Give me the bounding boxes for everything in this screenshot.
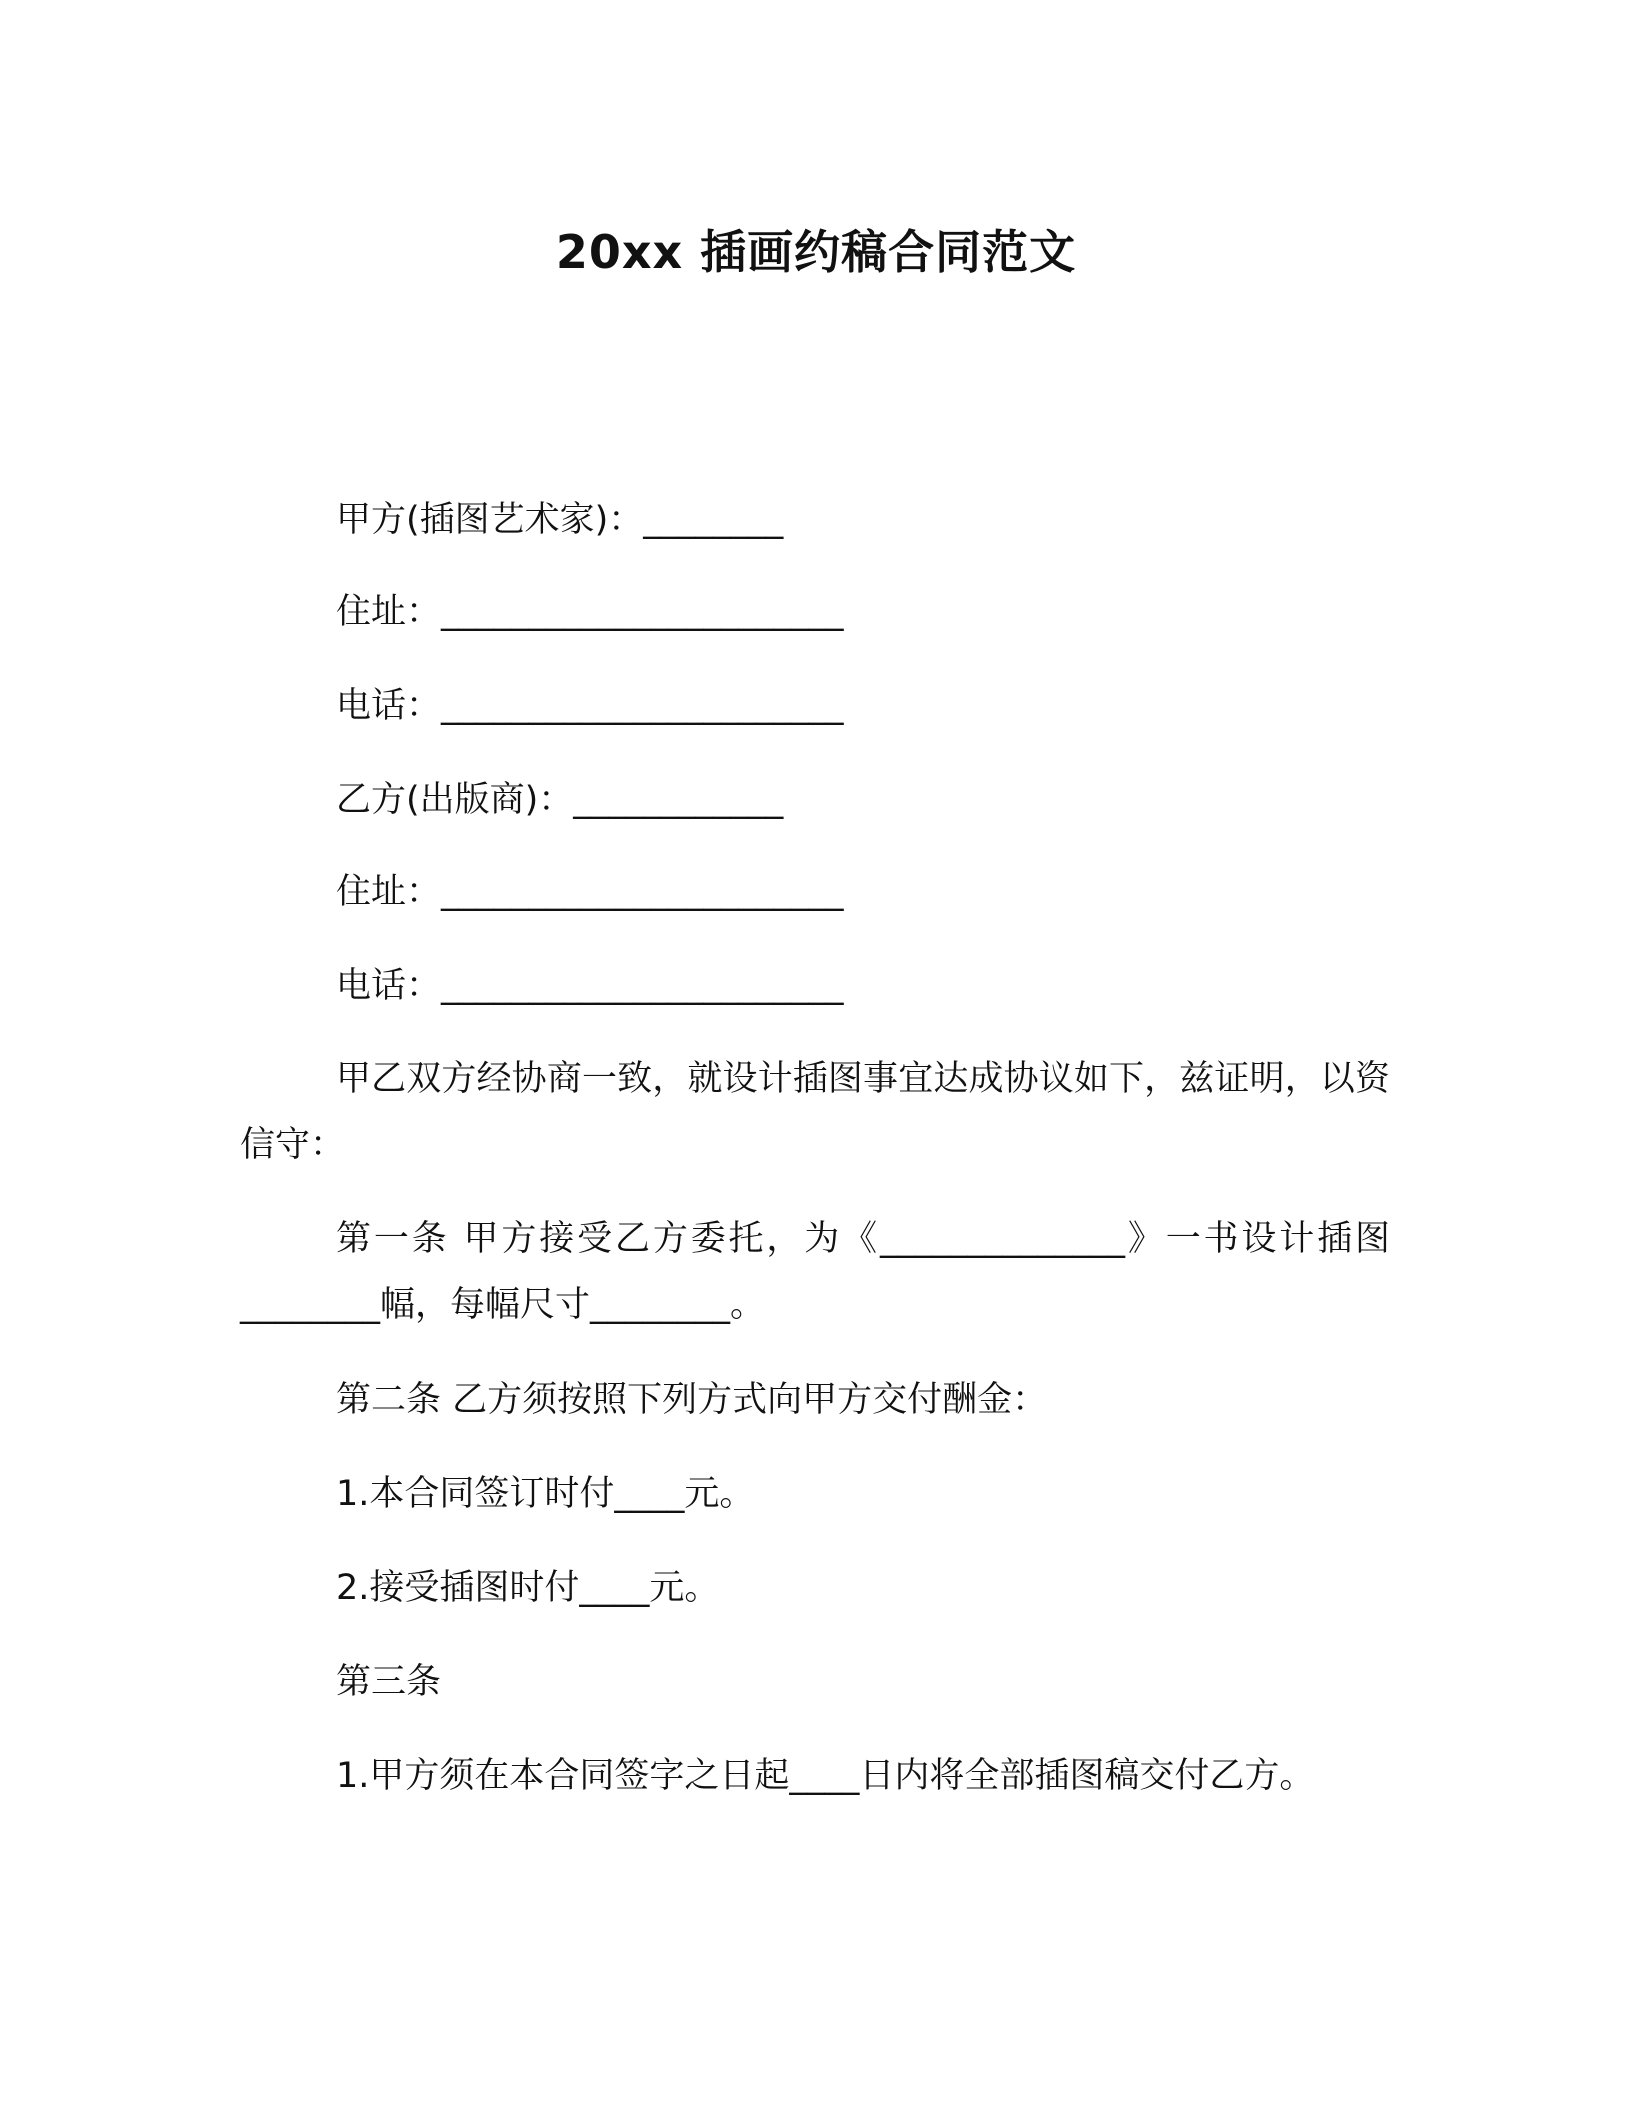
article-2-item-1: 1.本合同签订时付____元。 xyxy=(336,1474,755,1514)
party-b-line: 乙方(出版商)：____________ xyxy=(336,780,784,820)
article-3-heading: 第三条 xyxy=(336,1662,442,1702)
document-title: 20xx 插画约稿合同范文 xyxy=(555,225,1077,279)
preamble-paragraph: 甲乙双方经协商一致，就设计插图事宜达成协议如下，兹证明，以资信守： xyxy=(240,1059,1390,1165)
article-2-heading: 第二条 乙方须按照下列方式向甲方交付酬金： xyxy=(336,1380,1048,1420)
article-2-item-2: 2.接受插图时付____元。 xyxy=(336,1568,720,1608)
article-1-paragraph: 第一条 甲方接受乙方委托，为《______________》一书设计插图________幅，每幅尺寸________。 xyxy=(240,1219,1390,1325)
party-a-line: 甲方(插图艺术家)：________ xyxy=(336,500,784,540)
party-a-phone-line: 电话：_______________________ xyxy=(336,686,844,726)
party-a-address-line: 住址：_______________________ xyxy=(336,592,844,632)
article-3-item-1: 1.甲方须在本合同签字之日起____日内将全部插图稿交付乙方。 xyxy=(336,1756,1315,1796)
party-b-phone-line: 电话：_______________________ xyxy=(336,966,844,1006)
party-b-address-line: 住址：_______________________ xyxy=(336,872,844,912)
